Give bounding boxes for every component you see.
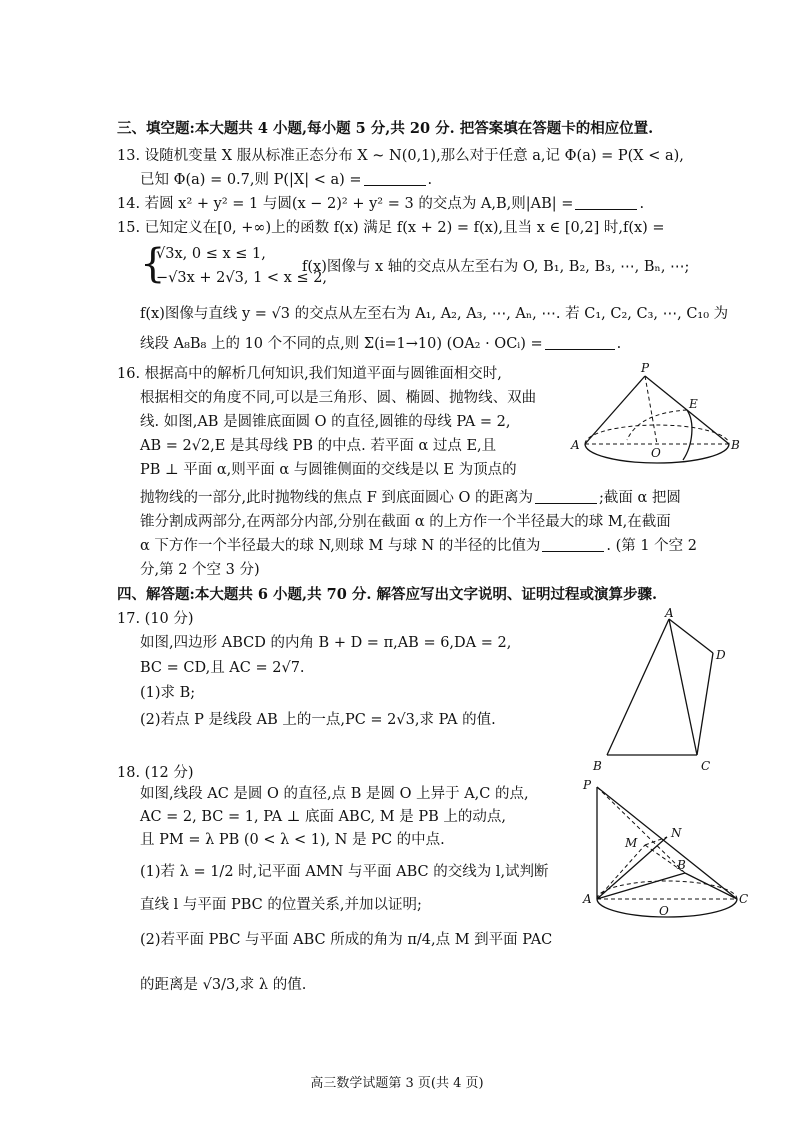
q18-part-1a: (1)若 λ = 1/2 时,记平面 AMN 与平面 ABC 的交线为 l,试判断 bbox=[140, 864, 549, 880]
section-4-heading: 四、解答题:本大题共 6 小题,共 70 分. 解答应写出文字说明、证明过程或演算步骤. bbox=[117, 586, 658, 603]
q16-line-4: AB = 2√2,E 是其母线 PB 的中点. 若平面 α 过点 E,且 bbox=[140, 438, 497, 454]
q15-line-2-tail: f(x)图像与 x 轴的交点从左至右为 O, B₁, B₂, B₃, ⋯, Bₙ, ⋯; bbox=[302, 259, 690, 275]
q16-line-6-tail: ;截面 α 把圆 bbox=[599, 490, 681, 506]
q15-brace: { bbox=[140, 241, 166, 287]
q16-line-3: 线. 如图,AB 是圆锥底面圆 O 的直径,圆锥的母线 PA = 2, bbox=[140, 414, 511, 430]
q15-line-4-text: 线段 A₈B₈ 上的 10 个不同的点,则 Σ(i=1→10) (OA₂ · OCᵢ) = bbox=[140, 336, 543, 352]
q15-case-1: √3x, 0 ≤ x ≤ 1, bbox=[156, 246, 266, 262]
q17-label-a: A bbox=[665, 606, 674, 620]
q16-line-1: 16. 根据高中的解析几何知识,我们知道平面与圆锥面相交时, bbox=[117, 366, 502, 382]
q13-line-1: 13. 设随机变量 X 服从标准正态分布 X ~ N(0,1),那么对于任意 a,记 Φ(a) = P(X < a), bbox=[117, 148, 684, 164]
q17-line-1: 如图,四边形 ABCD 的内角 B + D = π,AB = 6,DA = 2, bbox=[140, 635, 512, 651]
q16-cone-figure bbox=[565, 360, 745, 490]
q17-header: 17. (10 分) bbox=[117, 611, 194, 627]
q18-line-2: AC = 2, BC = 1, PA ⊥ 底面 ABC, M 是 PB 上的动点, bbox=[140, 809, 506, 825]
q18-header: 18. (12 分) bbox=[117, 765, 194, 781]
q18-label-m: M bbox=[625, 836, 638, 850]
q18-label-a: A bbox=[583, 892, 592, 906]
q16-label-p: P bbox=[641, 361, 650, 375]
q16-line-8-text: α 下方作一个半径最大的球 N,则球 M 与球 N 的半径的比值为 bbox=[140, 538, 541, 554]
q14-line: 14. 若圆 x² + y² = 1 与圆(x − 2)² + y² = 3 的交点为 A,B,则|AB| = . bbox=[117, 196, 645, 212]
q16-line-8 bbox=[140, 536, 697, 556]
q18-part-2b: 的距离是 √3/3,求 λ 的值. bbox=[140, 977, 307, 993]
q15-line-4: 线段 A₈B₈ 上的 10 个不同的点,则 Σ(i=1→10) (OA₂ · OCᵢ) = . bbox=[140, 336, 622, 352]
q17-part-1: (1)求 B; bbox=[140, 685, 196, 701]
q16-answer-blank-2 bbox=[542, 537, 604, 552]
q15-case-2: −√3x + 2√3, 1 < x ≤ 2, bbox=[156, 270, 328, 286]
q16-label-a: A bbox=[571, 438, 580, 452]
q17-quadrilateral-figure bbox=[585, 605, 735, 775]
q16-line-6-text: 抛物线的一部分,此时抛物线的焦点 F 到底面圆心 O 的距离为 bbox=[140, 490, 533, 506]
q17-part-2: (2)若点 P 是线段 AB 上的一点,PC = 2√3,求 PA 的值. bbox=[140, 712, 496, 728]
q17-label-b: B bbox=[593, 759, 602, 773]
q13-answer-blank bbox=[364, 171, 426, 186]
q18-label-b: B bbox=[677, 858, 686, 872]
q16-line-7: 锥分割成两部分,在两部分内部,分别在截面 α 的上方作一个半径最大的球 M,在截面 bbox=[140, 514, 671, 530]
q16-line-8-tail: . (第 1 个空 2 bbox=[606, 538, 698, 554]
q16-line-9: 分,第 2 个空 3 分) bbox=[140, 562, 260, 578]
q18-label-n: N bbox=[671, 826, 682, 840]
q17-line-2: BC = CD,且 AC = 2√7. bbox=[140, 660, 305, 676]
q13-line-2-text: 已知 Φ(a) = 0.7,则 P(|X| < a) = bbox=[140, 172, 362, 188]
q16-line-2: 根据相交的角度不同,可以是三角形、圆、椭圆、抛物线、双曲 bbox=[140, 390, 537, 406]
section-3-heading: 三、填空题:本大题共 4 小题,每小题 5 分,共 20 分. 把答案填在答题卡的相应位置. bbox=[117, 120, 654, 137]
q15-answer-blank bbox=[545, 335, 615, 350]
q18-pyramid-figure bbox=[575, 775, 749, 925]
q15-line-1: 15. 已知定义在[0, +∞)上的函数 f(x) 满足 f(x + 2) = f(x),且当 x ∈ [0,2] 时,f(x) = bbox=[117, 220, 665, 236]
q16-answer-blank-1 bbox=[535, 489, 597, 504]
q14-answer-blank bbox=[575, 195, 637, 210]
q17-label-d: D bbox=[716, 648, 726, 662]
q18-label-o: O bbox=[659, 904, 669, 918]
q16-label-b: B bbox=[731, 438, 740, 452]
q18-line-3: 且 PM = λ PB (0 < λ < 1), N 是 PC 的中点. bbox=[140, 832, 445, 848]
q18-line-1: 如图,线段 AC 是圆 O 的直径,点 B 是圆 O 上异于 A,C 的点, bbox=[140, 786, 529, 802]
q18-label-p: P bbox=[583, 778, 592, 792]
q14-text: 14. 若圆 x² + y² = 1 与圆(x − 2)² + y² = 3 的交点为 A,B,则|AB| = bbox=[117, 196, 574, 212]
q18-part-2a: (2)若平面 PBC 与平面 ABC 所成的角为 π/4,点 M 到平面 PAC bbox=[140, 932, 553, 948]
q13-line-2: 已知 Φ(a) = 0.7,则 P(|X| < a) = . bbox=[140, 172, 433, 188]
q17-label-c: C bbox=[701, 759, 711, 773]
q16-label-e: E bbox=[689, 397, 698, 411]
q15-line-3: f(x)图像与直线 y = √3 的交点从左至右为 A₁, A₂, A₃, ⋯, Aₙ, ⋯. 若 C₁, C₂, C₃, ⋯, C₁₀ 为 bbox=[140, 306, 729, 322]
q18-label-c: C bbox=[739, 892, 749, 906]
page-footer: 高三数学试题第 3 页(共 4 页) bbox=[310, 1076, 484, 1091]
q16-line-6 bbox=[140, 488, 681, 508]
q16-line-5: PB ⊥ 平面 α,则平面 α 与圆锥侧面的交线是以 E 为顶点的 bbox=[140, 462, 517, 478]
q18-part-1b: 直线 l 与平面 PBC 的位置关系,并加以证明; bbox=[140, 897, 422, 913]
q16-label-o: O bbox=[651, 446, 661, 460]
